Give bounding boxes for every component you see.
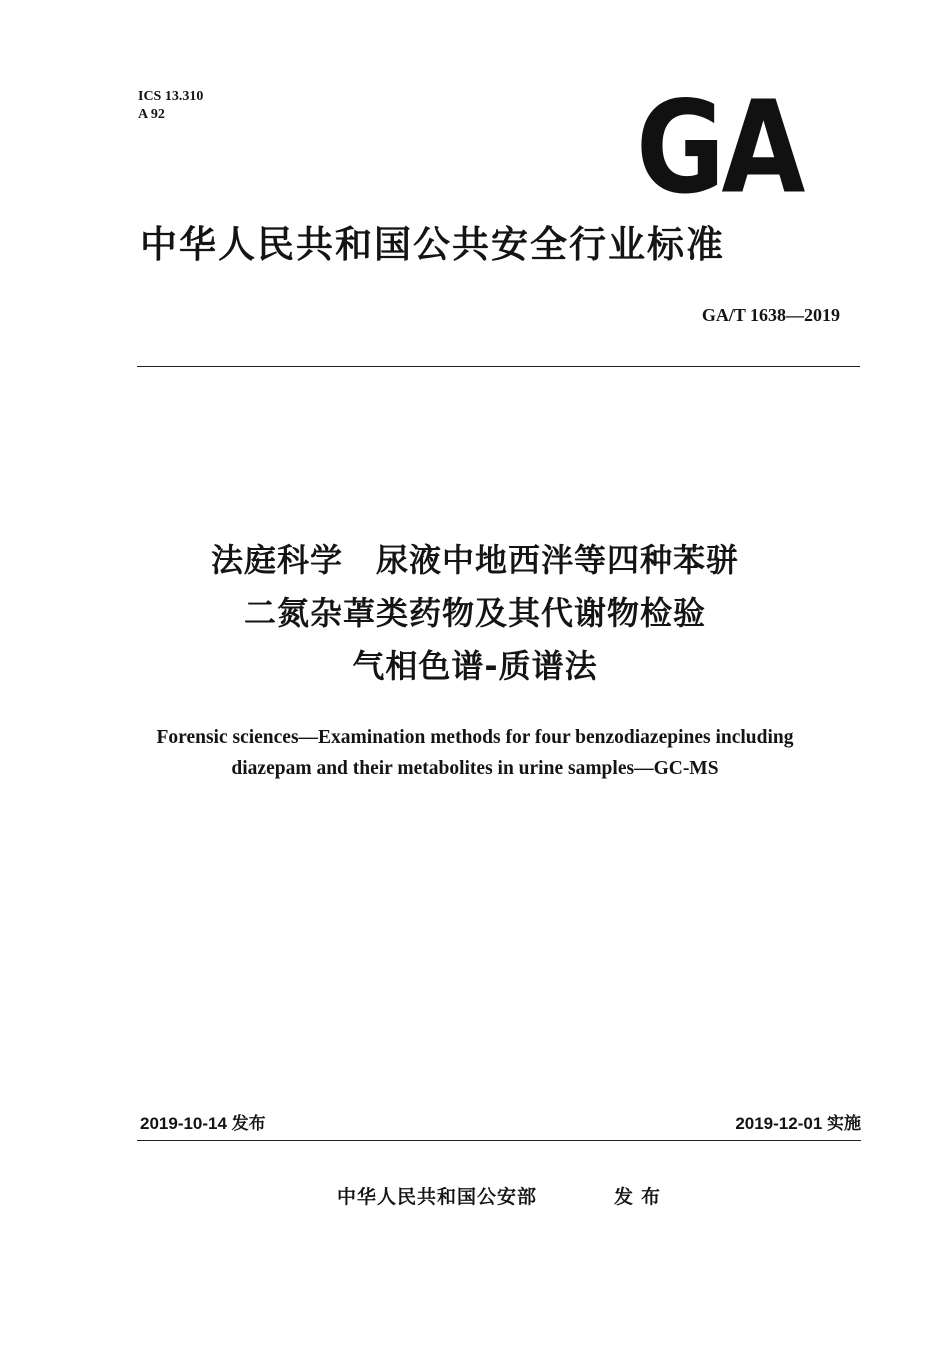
title-cn-line-3: 气相色谱-质谱法 [352,647,598,685]
footer-divider [137,1140,861,1141]
issue-date: 2019-10-14 发布 [140,1114,266,1133]
publisher-name: 中华人民共和国公安部 [337,1186,538,1208]
publish-label: 发布 [614,1186,669,1208]
ga-logo: GA [636,72,802,222]
implementation-date: 2019-12-01 实施 [735,1114,861,1133]
title-cn-line-2: 二氮杂䓬类药物及其代谢物检验 [243,594,706,632]
standard-name: 中华人民共和国公共安全行业标准 [140,223,725,266]
header-divider [137,366,860,367]
ccs-code: A 92 [138,107,165,122]
classification-codes [138,88,203,124]
title-en-line-1: Forensic sciences—Examination methods for four benzodiazepines including [156,727,794,748]
title-cn-line-1: 法庭科学 尿液中地西泮等四种苯骈 [210,541,739,579]
ics-code: ICS 13.310 [138,89,204,104]
standard-number: GA/T 1638—2019 [701,305,840,325]
title-en-line-2: diazepam and their metabolites in urine samples—GC-MS [231,758,719,779]
